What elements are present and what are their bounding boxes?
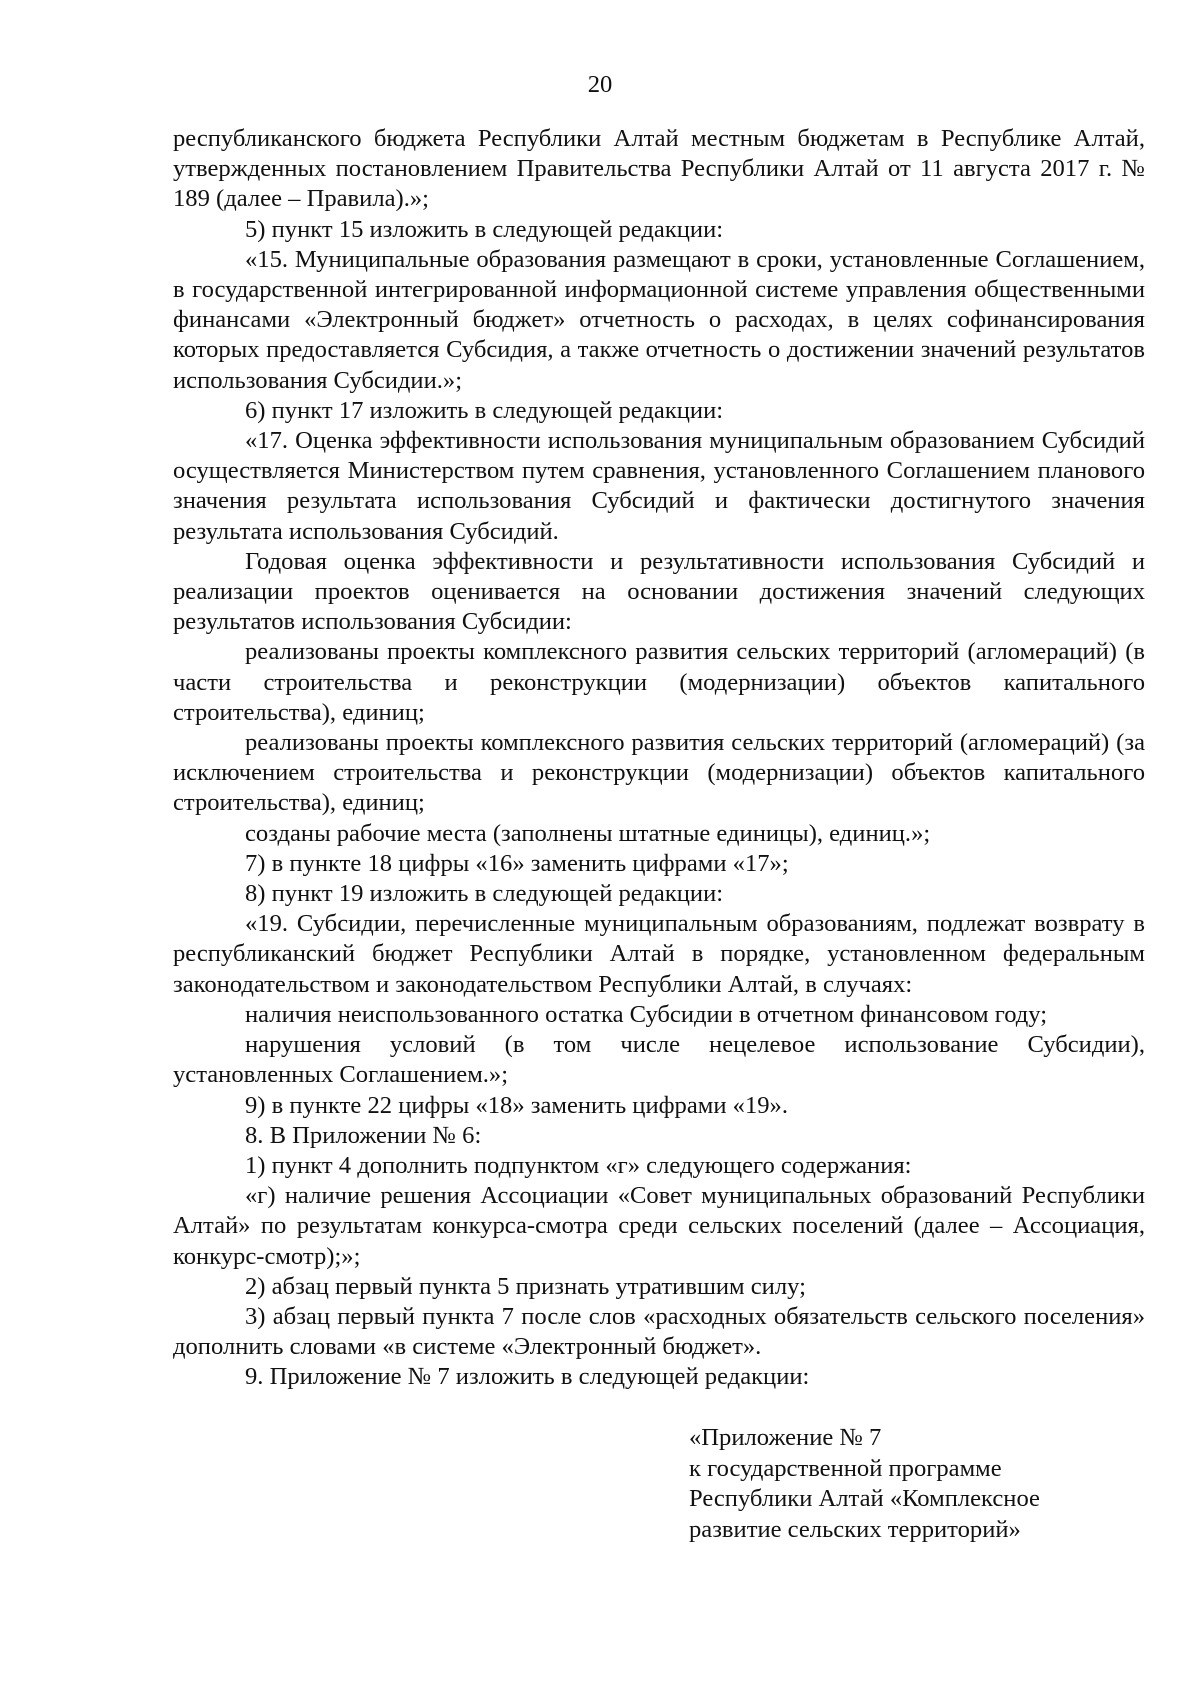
paragraph: «19. Субсидии, перечисленные муниципальным образованиям, подлежат возврату в республиканский бюджет Республики Алтай в порядке, установленном федеральным законодательством и законодательством Республики Алтай, в случаях:	[173, 910, 1145, 998]
paragraph: реализованы проекты комплексного развития сельских территорий (агломераций) (за исключением строительства и реконструкции (модернизации) объектов капитального строительства), единиц;	[173, 729, 1145, 817]
appendix-note-line: развитие сельских территорий»	[689, 1515, 1021, 1543]
appendix-note-line: «Приложение № 7	[689, 1424, 882, 1451]
paragraph: нарушения условий (в том числе нецелевое использование Субсидии), установленных Соглашением.»;	[173, 1031, 1145, 1089]
paragraph: «г) наличие решения Ассоциации «Совет муниципальных образований Республики Алтай» по результатам конкурса-смотра среди сельских поселений (далее – Ассоциация, конкурс-смотр);»;	[173, 1182, 1145, 1270]
paragraph: 2) абзац первый пункта 5 признать утратившим силу;	[245, 1272, 806, 1300]
paragraph: 9) в пункте 22 цифры «18» заменить цифрами «19».	[245, 1091, 788, 1119]
paragraph: 5) пункт 15 изложить в следующей редакции:	[245, 215, 724, 243]
paragraph: 7) в пункте 18 цифры «16» заменить цифрами «17»;	[245, 849, 789, 877]
paragraph: «17. Оценка эффективности использования муниципальным образованием Субсидий осуществляется Министерством путем сравнения, установленного Соглашением планового значения результата использования Субсидий и фактически достигнутого значения результата использования Субсидий.	[173, 427, 1145, 545]
paragraph: реализованы проекты комплексного развития сельских территорий (агломераций) (в части строительства и реконструкции (модернизации) объектов капитального строительства), единиц;	[173, 638, 1145, 726]
paragraph: созданы рабочие места (заполнены штатные единицы), единиц.»;	[245, 819, 931, 847]
appendix-note	[689, 1423, 1129, 1545]
paragraph: наличия неиспользованного остатка Субсидии в отчетном финансовом году;	[245, 1000, 1048, 1028]
appendix-note-line: к государственной программе	[689, 1454, 1002, 1482]
paragraph: Годовая оценка эффективности и результативности использования Субсидий и реализации проектов оценивается на основании достижения значений следующих результатов использования Субсидии:	[173, 547, 1145, 636]
paragraph: «15. Муниципальные образования размещают в сроки, установленные Соглашением, в государственной интегрированной информационной системе управления общественными финансами «Электронный бюджет» отчетность о расходах, в целях софинансирования которых предоставляется Субсидия, а также отчетность о достижении значений результатов использования Субсидии.»;	[173, 245, 1145, 394]
paragraph: 1) пункт 4 дополнить подпунктом «г» следующего содержания:	[245, 1151, 912, 1179]
paragraph: 9. Приложение № 7 изложить в следующей редакции:	[245, 1363, 810, 1391]
paragraph: 3) абзац первый пункта 7 после слов «расходных обязательств сельского поселения» дополнить словами «в системе «Электронный бюджет».	[173, 1302, 1145, 1361]
paragraph: 6) пункт 17 изложить в следующей редакции:	[245, 396, 724, 424]
appendix-note-line: Республики Алтай «Комплексное	[689, 1485, 1040, 1512]
page-number: 20	[587, 71, 613, 98]
paragraph: 8. В Приложении № 6:	[245, 1121, 482, 1149]
body-text	[173, 124, 1145, 1393]
paragraph: 8) пункт 19 изложить в следующей редакции:	[245, 880, 724, 908]
paragraph: республиканского бюджета Республики Алтай местным бюджетам в Республике Алтай, утвержденных постановлением Правительства Республики Алтай от 11 августа 2017 г. № 189 (далее – Правила).»;	[173, 125, 1145, 213]
